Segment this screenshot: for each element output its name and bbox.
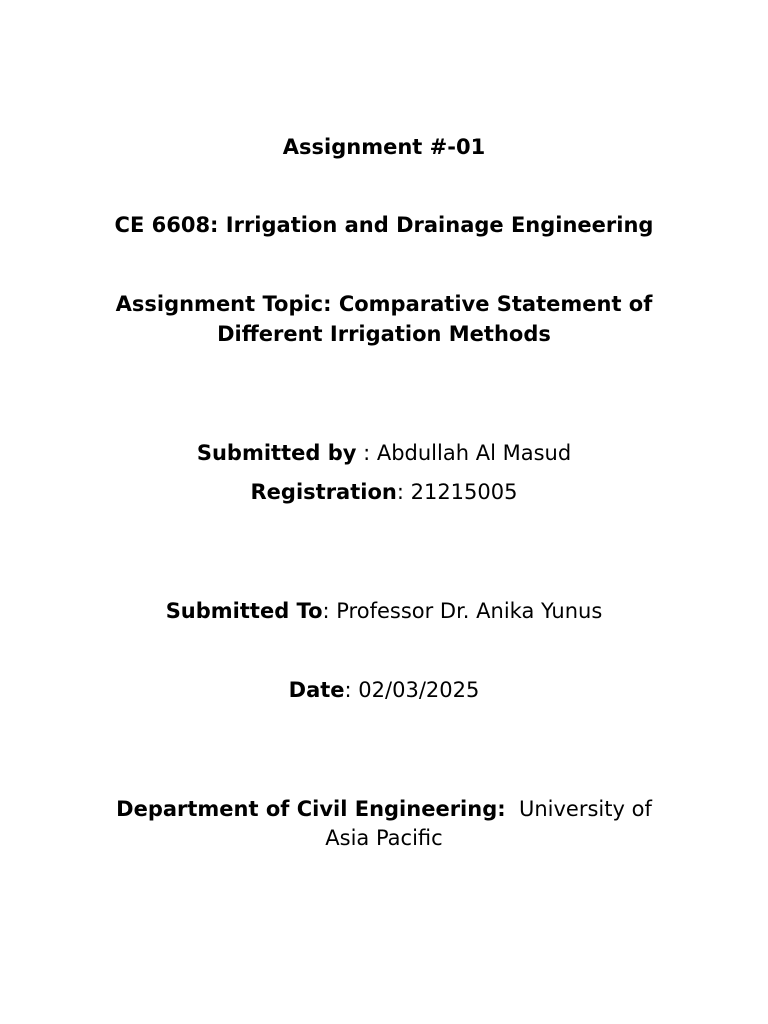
topic-line-1: Assignment Topic: Comparative Statement of xyxy=(115,292,653,316)
date-label: Date xyxy=(288,678,345,702)
department-line-1 xyxy=(0,794,768,824)
department-line-2 xyxy=(0,823,768,853)
submitted-to xyxy=(0,596,768,626)
registration-value: : 21215005 xyxy=(396,480,518,504)
submitted-by-value: : Abdullah Al Masud xyxy=(356,441,572,465)
submitted-to-value: : Professor Dr. Anika Yunus xyxy=(322,599,603,623)
topic-line-2: Different Irrigation Methods xyxy=(217,322,551,346)
department-value-line-1: University of xyxy=(505,797,652,821)
submitted-by-label: Submitted by xyxy=(196,441,357,465)
date xyxy=(0,675,768,705)
date-value: : 02/03/2025 xyxy=(344,678,480,702)
course-title: CE 6608: Irrigation and Drainage Engineering xyxy=(114,213,654,237)
submitted-to-label: Submitted To xyxy=(165,599,323,623)
department-label: Department of Civil Engineering: xyxy=(116,797,506,821)
department-value-line-2: Asia Pacific xyxy=(325,826,443,850)
registration xyxy=(0,477,768,507)
submitted-by xyxy=(0,438,768,468)
registration-label: Registration xyxy=(250,480,397,504)
assignment-number: Assignment #-01 xyxy=(282,135,486,159)
